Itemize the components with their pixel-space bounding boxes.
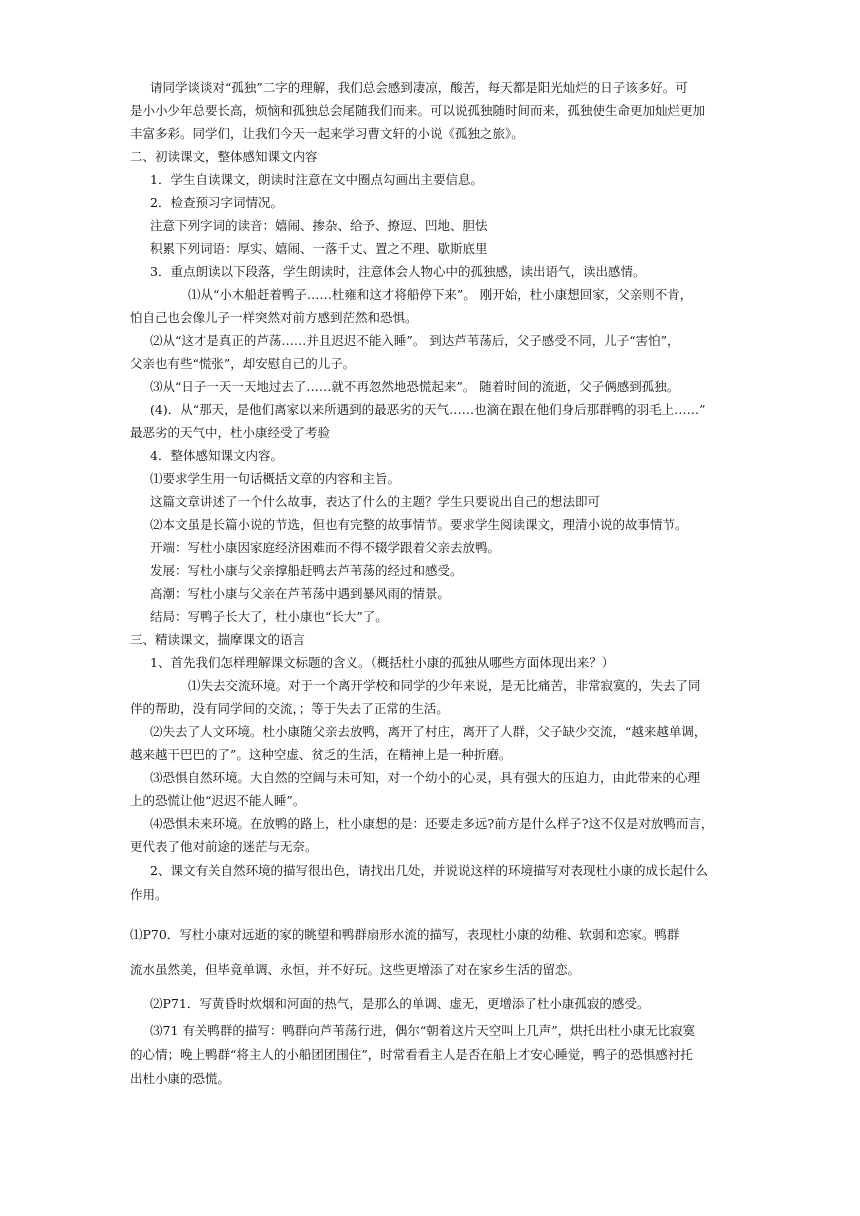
section-heading-2: 二、初读课文，整体感知课文内容 [130,149,318,164]
answer-2-line-1: ⑵失去了人文环境。杜小康随父亲去放鸭，离开了村庄，离开了人群，父子缺少交流，“越来越单调， [150,724,707,739]
answer-4-line-1: ⑷恐惧未来环境。在放鸭的路上，杜小康想的是：还要走多远?前方是什么样子?这不仅是对放鸭而言， [150,816,714,831]
passage-1-line-1: ⑴从“小木船赶着鸭子……杜雍和这才将船停下来”。 刚开始，杜小康想回家，父亲则不肯， [188,287,693,302]
section-heading-3: 三、精读课文，揣摩课文的语言 [130,632,306,647]
intro-line-1: 请同学谈谈对“孤独”二字的理解，我们总会感到凄凉，酸苦，每天都是阳光灿烂的日子该多好。可 [150,80,688,95]
answer-2-line-2: 越来越干巴巴的了”。这种空虚、贫乏的生活，在精神上是一种折磨。 [130,747,512,762]
step-1: 1．学生自读课文，朗读时注意在文中圈点勾画出主要信息。 [150,172,483,187]
intro-line-2: 是小小少年总要长高，烦恼和孤独总会尾随我们而来。可以说孤独随时间而来，孤独使生命更加灿烂更加 [130,103,706,118]
answer-4-line-2: 更代表了他对前途的迷茫与无奈。 [130,839,318,854]
step-4-item-1-note: 这篇文章讲述了一个什么故事，表达了什么的主题？学生只要说出自己的想法即可 [150,494,601,509]
vocabulary-line: 积累下列词语：厚实、嬉闹、一落千丈、置之不理、歇斯底里 [150,241,488,256]
passage-2-line-1: ⑵从“这才是真正的芦荡……并且迟迟不能入睡”。 到达芦苇荡后，父子感受不同，儿子“害怕”， [150,333,680,348]
answer-1-line-2: 伴的帮助，没有同学间的交流，；等于失去了正常的生活。 [130,701,449,716]
plot-development: 发展：写杜小康与父亲撑船赶鸭去芦苇荡的经过和感受。 [150,563,463,578]
pronunciation-line: 注意下列字词的读音：嬉闹、掺杂、给予、撩逗、凹地、胆怯 [150,218,488,233]
passage-3: ⑶从“日子一天一天地过去了……就不再忽然地恐慌起来”。 随着时间的流逝，父子俩感到孤独。 [150,379,680,394]
nature-3-line-1: ⑶71 有关鸭群的描写：鸭群向芦苇荡行进，偶尔“朝着这片天空叫上几声”，烘托出杜小康无比寂寞 [150,1023,696,1038]
passage-2-line-2: 父亲也有些“慌张”，却安慰自己的儿子。 [130,356,356,371]
question-2-line-2: 作用。 [130,887,168,902]
question-1: 1、首先我们怎样理解课文标题的含义。（概括杜小康的孤独从哪些方面体现出来？） [150,655,615,670]
question-2-line-1: 2、课文有关自然环境的描写很出色，请找出几处，并说说这样的环境描写对表现杜小康的成长起什么 [150,863,708,878]
step-3: 3．重点朗读以下段落，学生朗读时，注意体会人物心中的孤独感，读出语气，读出感情。 [150,264,646,279]
answer-1-line-1: ⑴失去交流环境。对于一个离开学校和同学的少年来说，是无比痛苦，非常寂寞的，失去了同 [188,678,701,693]
answer-3-line-2: 上的恐慌让他“迟迟不能人睡”。 [130,793,306,808]
step-4-item-2: ⑵本文虽是长篇小说的节选，但也有完整的故事情节。要求学生阅读课文，理清小说的故事情节。 [150,517,688,532]
intro-line-3: 丰富多彩。同学们，让我们今天一起来学习曹文轩的小说《孤独之旅》。 [130,126,524,141]
nature-1-line-2: 流水虽然美，但毕竟单调、永恒，并不好玩。这些更增添了对在家乡生活的留恋。 [130,962,581,977]
passage-4-line-1: (4)．从“那天，是他们离家以来所遇到的最恶劣的天气……也滴在跟在他们身后那群鸭的羽毛上……” [150,402,706,417]
passage-4-line-2: 最恶劣的天气中，杜小康经受了考验 [130,425,331,440]
plot-ending: 结局：写鸭子长大了，杜小康也“长大”了。 [150,609,388,624]
plot-beginning: 开端：写杜小康因家庭经济困难而不得不辍学跟着父亲去放鸭。 [150,540,501,555]
nature-1-line-1: ⑴P70．写杜小康对远逝的家的眺望和鸭群扇形水流的描写，表现杜小康的幼稚、软弱和恋家。鸭群 [130,927,680,942]
answer-3-line-1: ⑶恐惧自然环境。大自然的空阔与未可知，对一个幼小的心灵，具有强大的压迫力，由此带来的心理 [150,770,701,785]
nature-3-line-3: 出杜小康的恐慌。 [130,1071,231,1086]
step-2: 2．检查预习字词情况。 [150,195,283,210]
nature-2: ⑵P71．写黄昏时炊烟和河面的热气，是那么的单调、虚无，更增添了杜小康孤寂的感受。 [150,996,650,1011]
step-4: 4．整体感知课文内容。 [150,448,283,463]
passage-1-line-2: 怕自己也会像儿子一样突然对前方感到茫然和恐惧。 [130,310,418,325]
plot-climax: 高潮：写杜小康与父亲在芦苇荡中遇到暴风雨的情景。 [150,586,451,601]
nature-3-line-2: 的心情；晚上鸭群“将主人的小船团团围住”，时常看看主人是否在船上才安心睡觉，鸭子的恐惧感衬托 [130,1047,693,1062]
step-4-item-1: ⑴要求学生用一句话概括文章的内容和主旨。 [150,471,401,486]
